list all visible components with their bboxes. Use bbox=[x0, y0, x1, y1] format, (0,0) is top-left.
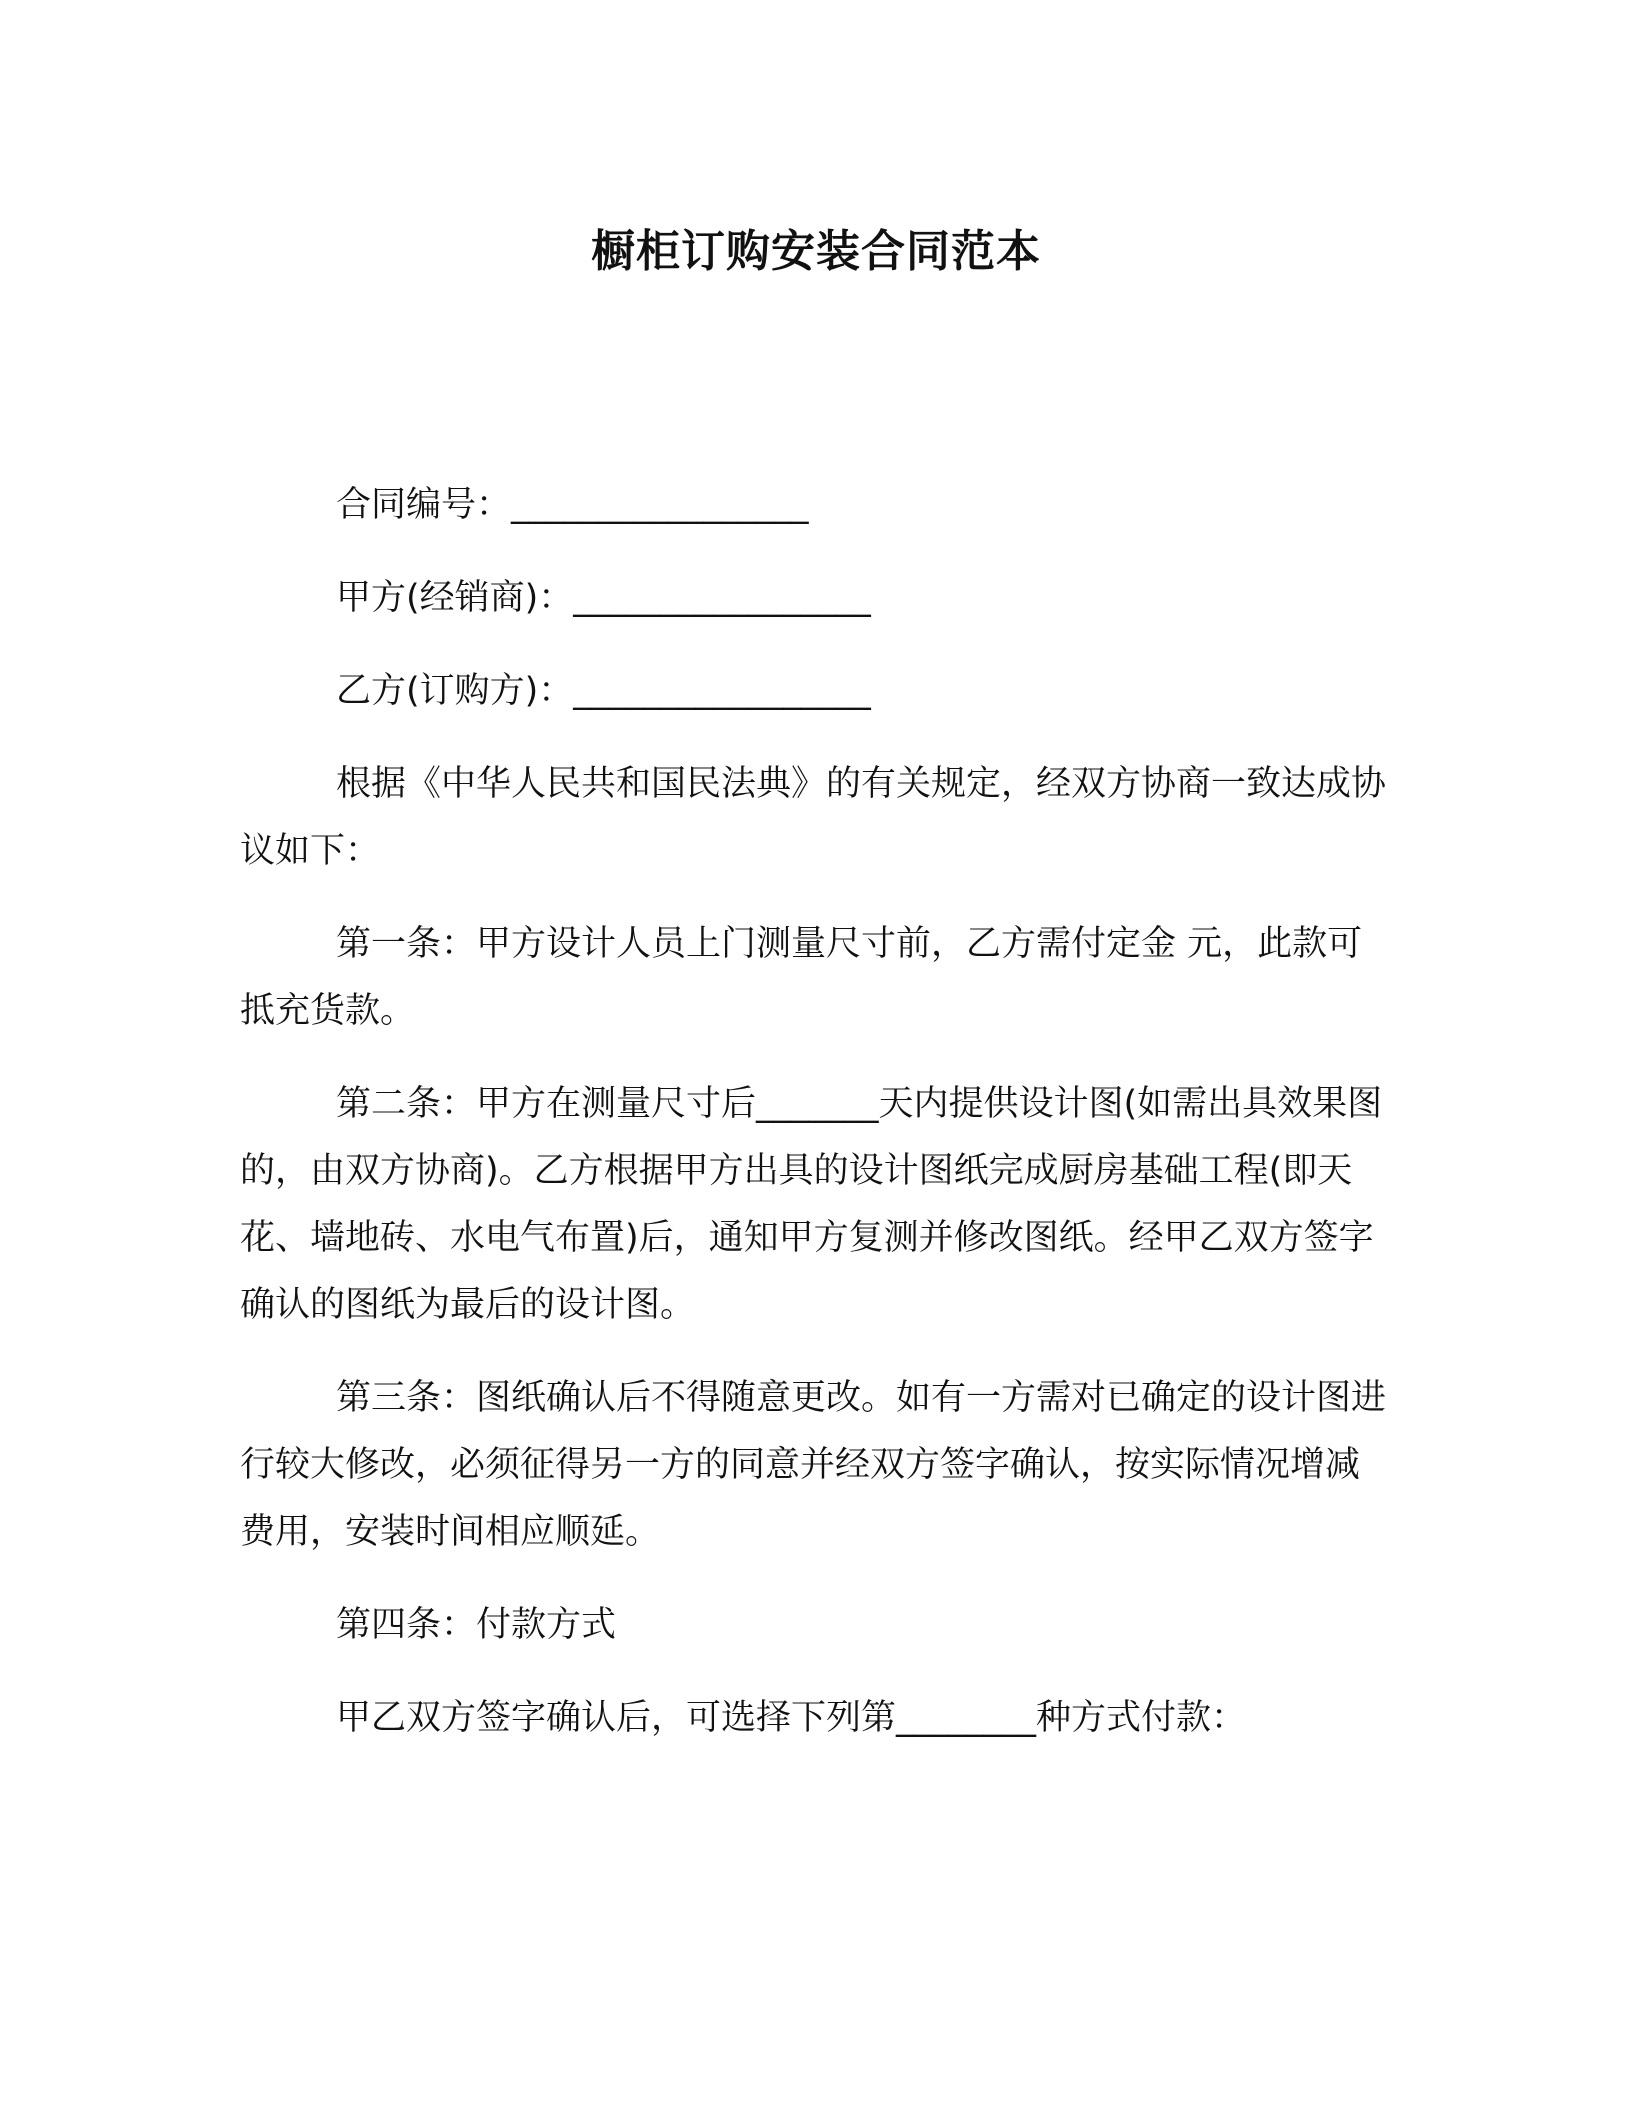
party-b-field: 乙方(订购方)：_________________ bbox=[336, 671, 871, 711]
article-3-paragraph: 第三条：图纸确认后不得随意更改。如有一方需对已确定的设计图进行较大修改，必须征得另一方的同意并经双方签字确认，按实际情况增减费用，安装时间相应顺延。 bbox=[240, 1378, 1387, 1552]
article-2-paragraph: 第二条：甲方在测量尺寸后_______天内提供设计图(如需出具效果图的，由双方协商)。乙方根据甲方出具的设计图纸完成厨房基础工程(即天花、墙地砖、水电气布置)后，通知甲方复测并修改图纸。经甲乙双方签字确认的图纸为最后的设计图。 bbox=[240, 1084, 1383, 1325]
article-4-text: 甲乙双方签字确认后，可选择下列第________种方式付款： bbox=[336, 1698, 1247, 1738]
article-4-heading: 第四条：付款方式 bbox=[336, 1605, 617, 1645]
article-1-paragraph: 第一条：甲方设计人员上门测量尺寸前，乙方需付定金 元，此款可抵充货款。 bbox=[240, 924, 1363, 1031]
party-a-field: 甲方(经销商)：_________________ bbox=[336, 578, 871, 618]
document-body bbox=[240, 472, 1390, 1778]
preamble-paragraph: 根据《中华人民共和国民法典》的有关规定，经双方协商一致达成协议如下： bbox=[240, 764, 1387, 871]
document-title: 橱柜订购安装合同范本 bbox=[591, 226, 1041, 277]
contract-number-field: 合同编号：_________________ bbox=[336, 485, 809, 525]
